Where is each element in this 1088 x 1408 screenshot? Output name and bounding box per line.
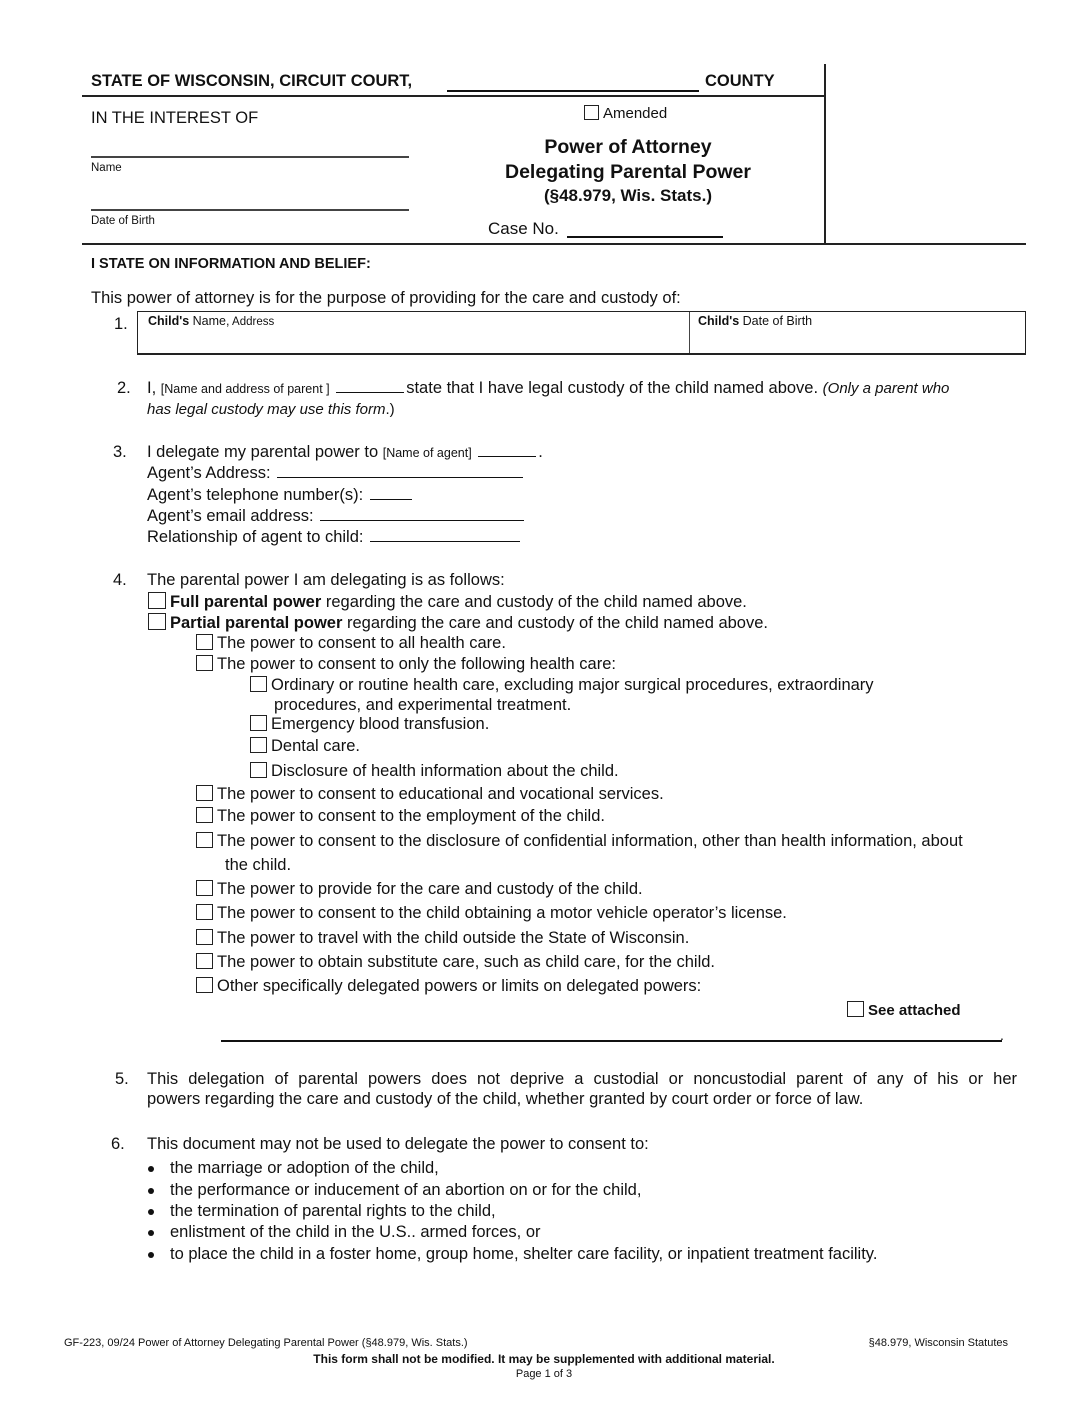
page-number: Page 1 of 3: [515, 1368, 573, 1380]
amended-label: Amended: [603, 105, 668, 122]
checkbox[interactable]: [196, 832, 213, 848]
parent-placeholder: [Name and address of parent ]: [160, 382, 330, 396]
child-info-table: [137, 311, 1026, 355]
power-option[interactable]: [196, 807, 605, 826]
note: has legal custody may use this form: [147, 401, 386, 418]
agent-address-line: [147, 464, 525, 483]
text: I delegate my parental power to: [147, 443, 383, 461]
agent-phone-label: Agent’s telephone number(s):: [147, 486, 364, 504]
parent-note: [147, 401, 395, 418]
footer-form-id: GF-223, 09/24 Power of Attorney Delegating Parental Power (§48.979, Wis. Stats.): [64, 1337, 468, 1349]
checkbox[interactable]: [250, 762, 267, 778]
text: state that I have legal custody of the child named above.: [406, 379, 819, 397]
checkbox[interactable]: [196, 785, 213, 801]
bullet-icon: [148, 1188, 154, 1194]
health-option[interactable]: [250, 715, 489, 734]
court-heading: [91, 72, 412, 91]
full-power-option[interactable]: [148, 592, 747, 612]
checkbox[interactable]: [196, 634, 213, 650]
footer-notice: This form shall not be modified. It may be supplemented with additional material.: [313, 1352, 775, 1366]
child-dob-bold: Child's: [698, 314, 740, 328]
checkbox[interactable]: [196, 977, 213, 993]
list-item: [170, 1202, 496, 1221]
health-option[interactable]: [250, 762, 619, 781]
in-interest-of-label: IN THE INTEREST OF: [91, 109, 259, 127]
section5-line2: powers regarding the care and custody of the child, whether granted by court order or force of law.: [147, 1090, 864, 1108]
option-label: Other specifically delegated powers or limits on delegated powers:: [217, 977, 702, 995]
power-option[interactable]: [196, 953, 715, 972]
child-dob-cell[interactable]: [689, 312, 1025, 353]
court-prefix: STATE OF WISCONSIN, CIRCUIT COURT,: [91, 72, 413, 90]
child-name-cell[interactable]: [138, 312, 690, 353]
footer-statute: §48.979, Wisconsin Statutes: [868, 1337, 1008, 1349]
option-label: The power to obtain substitute care, such as child care, for the child.: [217, 953, 716, 971]
power-option[interactable]: [196, 785, 664, 804]
partial-power-option[interactable]: [148, 613, 768, 633]
checkbox[interactable]: [196, 929, 213, 945]
list-item: [170, 1181, 641, 1200]
purpose-text: This power of attorney is for the purpose of providing for the care and custody of:: [91, 289, 681, 307]
section-heading: I STATE ON INFORMATION AND BELIEF:: [91, 256, 371, 272]
section6-intro: This document may not be used to delegate the power to consent to:: [147, 1135, 649, 1153]
list-item-text: the performance or inducement of an abortion on or for the child,: [170, 1181, 642, 1199]
checkbox[interactable]: [196, 655, 213, 671]
amended-option[interactable]: [584, 105, 667, 122]
child-dob-label: [698, 314, 812, 328]
list-item-text: the marriage or adoption of the child,: [170, 1159, 439, 1177]
checkbox[interactable]: [196, 953, 213, 969]
section-number: 2.: [117, 379, 131, 397]
note: .): [385, 401, 395, 418]
dob-label: Date of Birth: [91, 215, 155, 227]
bullet-icon: [148, 1252, 154, 1258]
section-number: 5.: [115, 1070, 129, 1088]
name-label: Name: [91, 162, 122, 174]
county-label: COUNTY: [705, 72, 775, 90]
list-item-text: enlistment of the child in the U.S.. armed forces, or: [170, 1223, 541, 1241]
powers-intro: The parental power I am delegating is as follows:: [147, 571, 505, 589]
bullet-icon: [148, 1230, 154, 1236]
option-bold: Partial parental power: [170, 614, 343, 632]
see-attached-label: See attached: [868, 1002, 961, 1019]
see-attached-checkbox[interactable]: [847, 1001, 864, 1017]
form-title-statute: (§48.979, Wis. Stats.): [543, 186, 713, 205]
divider: [82, 95, 826, 97]
section-number: 3.: [113, 443, 127, 461]
agent-phone-line: [147, 486, 414, 505]
agent-address-label: Agent’s Address:: [147, 464, 271, 482]
health-option[interactable]: [250, 676, 874, 695]
checkbox[interactable]: [196, 807, 213, 823]
power-option[interactable]: [196, 904, 787, 923]
option-label: The power to consent to the disclosure of confidential information, other than health information, about: [217, 832, 963, 850]
agent-placeholder: [Name of agent]: [382, 446, 472, 460]
agent-address-input[interactable]: [277, 476, 523, 478]
power-option[interactable]: [196, 929, 689, 948]
agent-relationship-label: Relationship of agent to child:: [147, 528, 364, 546]
option-label: The power to consent to all health care.: [217, 634, 506, 652]
list-item: [170, 1245, 877, 1264]
name-field[interactable]: [91, 156, 409, 158]
option-label: The power to consent to the child obtaining a motor vehicle operator’s license.: [217, 904, 787, 922]
form-title-line1: Power of Attorney: [544, 136, 712, 158]
parent-statement: [147, 379, 949, 398]
option-label: Dental care.: [271, 737, 360, 755]
power-option[interactable]: [196, 634, 506, 653]
agent-relationship-line: [147, 528, 522, 547]
child-dob-text: Date of Birth: [739, 314, 813, 328]
health-option[interactable]: [250, 737, 360, 756]
divider: [82, 243, 1026, 245]
power-option[interactable]: [196, 832, 963, 851]
bullet-icon: [148, 1209, 154, 1215]
checkbox[interactable]: [196, 880, 213, 896]
option-label: The power to provide for the care and custody of the child.: [217, 880, 643, 898]
option-label: The power to travel with the child outside the State of Wisconsin.: [217, 929, 690, 947]
section-number: 4.: [113, 571, 127, 589]
parent-name-input[interactable]: [336, 391, 404, 393]
section5-line1: This delegation of parental powers does not deprive a custodial or noncustodial parent of any of his or her: [147, 1070, 1017, 1088]
other-powers-input[interactable]: [221, 1040, 1002, 1042]
list-item-text: the termination of parental rights to the child,: [170, 1202, 496, 1220]
option-label: regarding the care and custody of the child named above.: [321, 593, 747, 611]
list-item: [170, 1159, 439, 1178]
option-label: Emergency blood transfusion.: [271, 715, 490, 733]
child-address-text: Address: [229, 316, 275, 328]
health-option-cont: procedures, and experimental treatment.: [274, 696, 572, 714]
agent-email-label: Agent’s email address:: [147, 507, 314, 525]
checkbox[interactable]: [196, 904, 213, 920]
option-bold: Full parental power: [170, 593, 322, 611]
power-option[interactable]: [196, 655, 616, 674]
agent-email-line: [147, 507, 526, 526]
form-title-line2: Delegating Parental Power: [505, 161, 751, 183]
option-label: The power to consent to only the following health care:: [217, 655, 616, 673]
case-no-input[interactable]: [567, 236, 723, 238]
power-option[interactable]: [196, 880, 643, 899]
agent-phone-input[interactable]: [370, 498, 412, 500]
child-name-bold: Child's: [148, 314, 190, 328]
option-label: Ordinary or routine health care, excluding major surgical procedures, extraordinary: [271, 676, 874, 694]
amended-checkbox[interactable]: [584, 105, 599, 120]
divider: [824, 64, 826, 244]
text: I,: [147, 379, 161, 397]
county-input[interactable]: [447, 90, 699, 92]
agent-email-input[interactable]: [320, 519, 524, 521]
section-number: 1.: [114, 315, 128, 333]
section-number: 6.: [111, 1135, 125, 1153]
checkbox[interactable]: [250, 715, 267, 731]
option-label: Disclosure of health information about the child.: [271, 762, 619, 780]
full-power-checkbox[interactable]: [148, 592, 166, 609]
agent-name-input[interactable]: [478, 455, 536, 457]
child-name-text: Name,: [189, 314, 230, 328]
checkbox[interactable]: [250, 737, 267, 753]
see-attached-option[interactable]: [847, 1001, 961, 1019]
option-label: The power to consent to the employment of the child.: [217, 807, 605, 825]
list-item-text: to place the child in a foster home, group home, shelter care facility, or inpatient treatment facility.: [170, 1245, 878, 1263]
partial-power-checkbox[interactable]: [148, 613, 166, 630]
list-item: [170, 1223, 541, 1242]
checkbox[interactable]: [250, 676, 267, 692]
option-label: The power to consent to educational and vocational services.: [217, 785, 664, 803]
power-option-cont: the child.: [225, 856, 292, 874]
power-option[interactable]: [196, 977, 701, 996]
case-no-label: Case No.: [488, 219, 559, 238]
note: (Only a parent who: [822, 380, 950, 397]
agent-delegate-line: I delegate my parental power to [Name of agent] .: [147, 443, 543, 461]
agent-relationship-input[interactable]: [370, 540, 520, 542]
dob-field[interactable]: [91, 209, 409, 211]
child-name-label: [148, 314, 274, 328]
option-label: regarding the care and custody of the child named above.: [342, 614, 768, 632]
bullet-icon: [148, 1166, 154, 1172]
period: .: [1000, 1027, 1004, 1043]
